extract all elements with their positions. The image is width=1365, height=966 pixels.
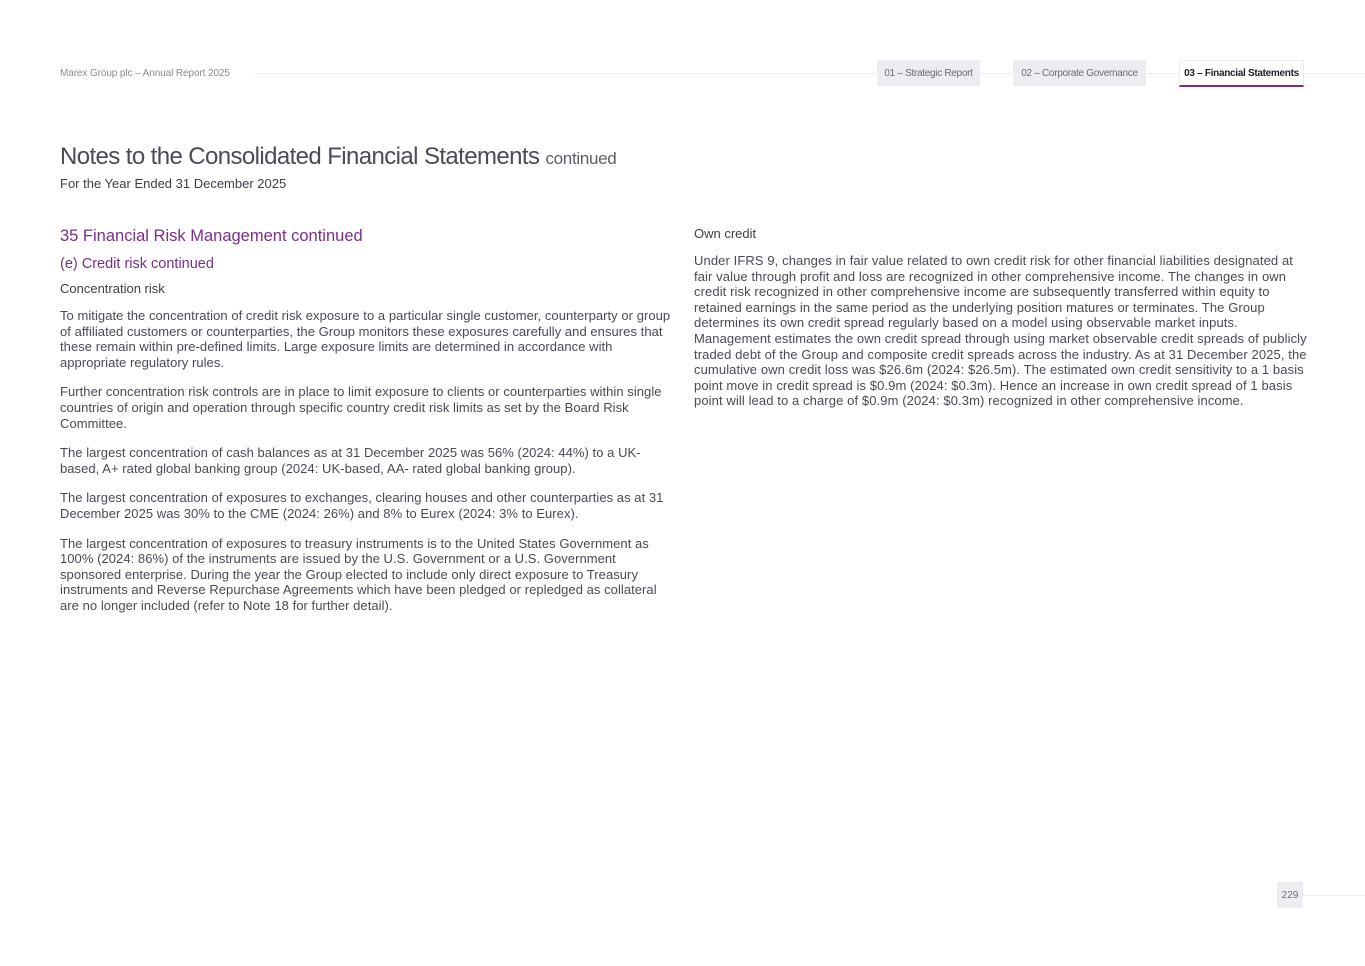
paragraph: The largest concentration of cash balances as at 31 December 2025 was 56% (2024: 44%) to a UK-based, A+ rated global banking group (2024: UK-based, AA- rated global banking group). xyxy=(60,445,641,476)
footer-divider xyxy=(1303,895,1365,896)
concentration-risk-heading: Concentration risk xyxy=(60,281,165,296)
paragraph: Under IFRS 9, changes in fair value related to own credit risk for other financial liabilities designated at fair value through profit and loss are recognized in other comprehensive income. The changes in own credit risk recognized in other comprehensive income are subsequently transferred within equity to retained earnings in the same period as the underlying position matures or terminates. The Group determines its own credit spread regularly based on a model using observable market inputs. Management estimates the own credit spread through using market observable credit spreads of publicly traded debt of the Group and composite credit spreads across the industry. As at 31 December 2025, the cumulative own credit loss was $26.6m (2024: $26.5m). The estimated own credit sensitivity to a 1 basis point move in credit spread is $0.9m (2024: $0.3m). Hence an increase in own credit spread of 1 basis point will lead to a charge of $0.9m (2024: $0.3m) recognized in other comprehensive income. xyxy=(694,253,1307,409)
paragraph: The largest concentration of exposures to exchanges, clearing houses and other counterparties as at 31 December 2025 was 30% to the CME (2024: 26%) and 8% to Eurex (2024: 3% to Eurex). xyxy=(60,490,664,521)
paragraph: To mitigate the concentration of credit risk exposure to a particular single customer, counterparty or group of affiliated customers or counterparties, the Group monitors these exposures carefully and ensures that these remain within pre-defined limits. Large exposure limits are determined in accordance with appropriate regulatory rules. xyxy=(60,308,671,370)
tab-corporate-governance[interactable]: 02 – Corporate Governance xyxy=(1013,60,1146,86)
tab-financial-statements[interactable]: 03 – Financial Statements xyxy=(1179,60,1304,87)
section-title-continued: continued xyxy=(291,227,363,245)
page-title xyxy=(60,143,616,171)
paragraph: The largest concentration of exposures to treasury instruments is to the United States Government as 100% (2024: 86%) of the instruments are issued by the U.S. Government or a U.S. Government sponsored enterprise. During the year the Group elected to include only direct exposure to Treasury instruments and Reverse Repurchase Agreements which have been pledged or repledged as collateral are no longer included (refer to Note 18 for further detail). xyxy=(60,535,657,613)
page-title-text: Notes to the Consolidated Financial Statements xyxy=(60,143,540,170)
report-name: Marex Group plc – Annual Report 2025 xyxy=(60,68,236,79)
right-column xyxy=(694,226,1309,409)
section-title xyxy=(60,226,672,246)
page-subtitle: For the Year Ended 31 December 2025 xyxy=(60,176,287,191)
subsection-title-text: (e) Credit risk xyxy=(60,256,148,272)
subsection-title xyxy=(60,255,672,273)
page-number: 229 xyxy=(1277,882,1303,908)
section-title-text: 35 Financial Risk Management xyxy=(60,227,287,245)
left-column xyxy=(60,226,672,614)
page-title-continued: continued xyxy=(545,149,617,168)
tab-strategic-report[interactable]: 01 – Strategic Report xyxy=(877,60,980,86)
own-credit-heading: Own credit xyxy=(694,226,757,241)
paragraph: Further concentration risk controls are in place to limit exposure to clients or counterparties within single countries of origin and operation through specific country credit risk limits as set by the Board Risk Committee. xyxy=(60,384,662,431)
subsection-title-continued: continued xyxy=(151,256,214,272)
